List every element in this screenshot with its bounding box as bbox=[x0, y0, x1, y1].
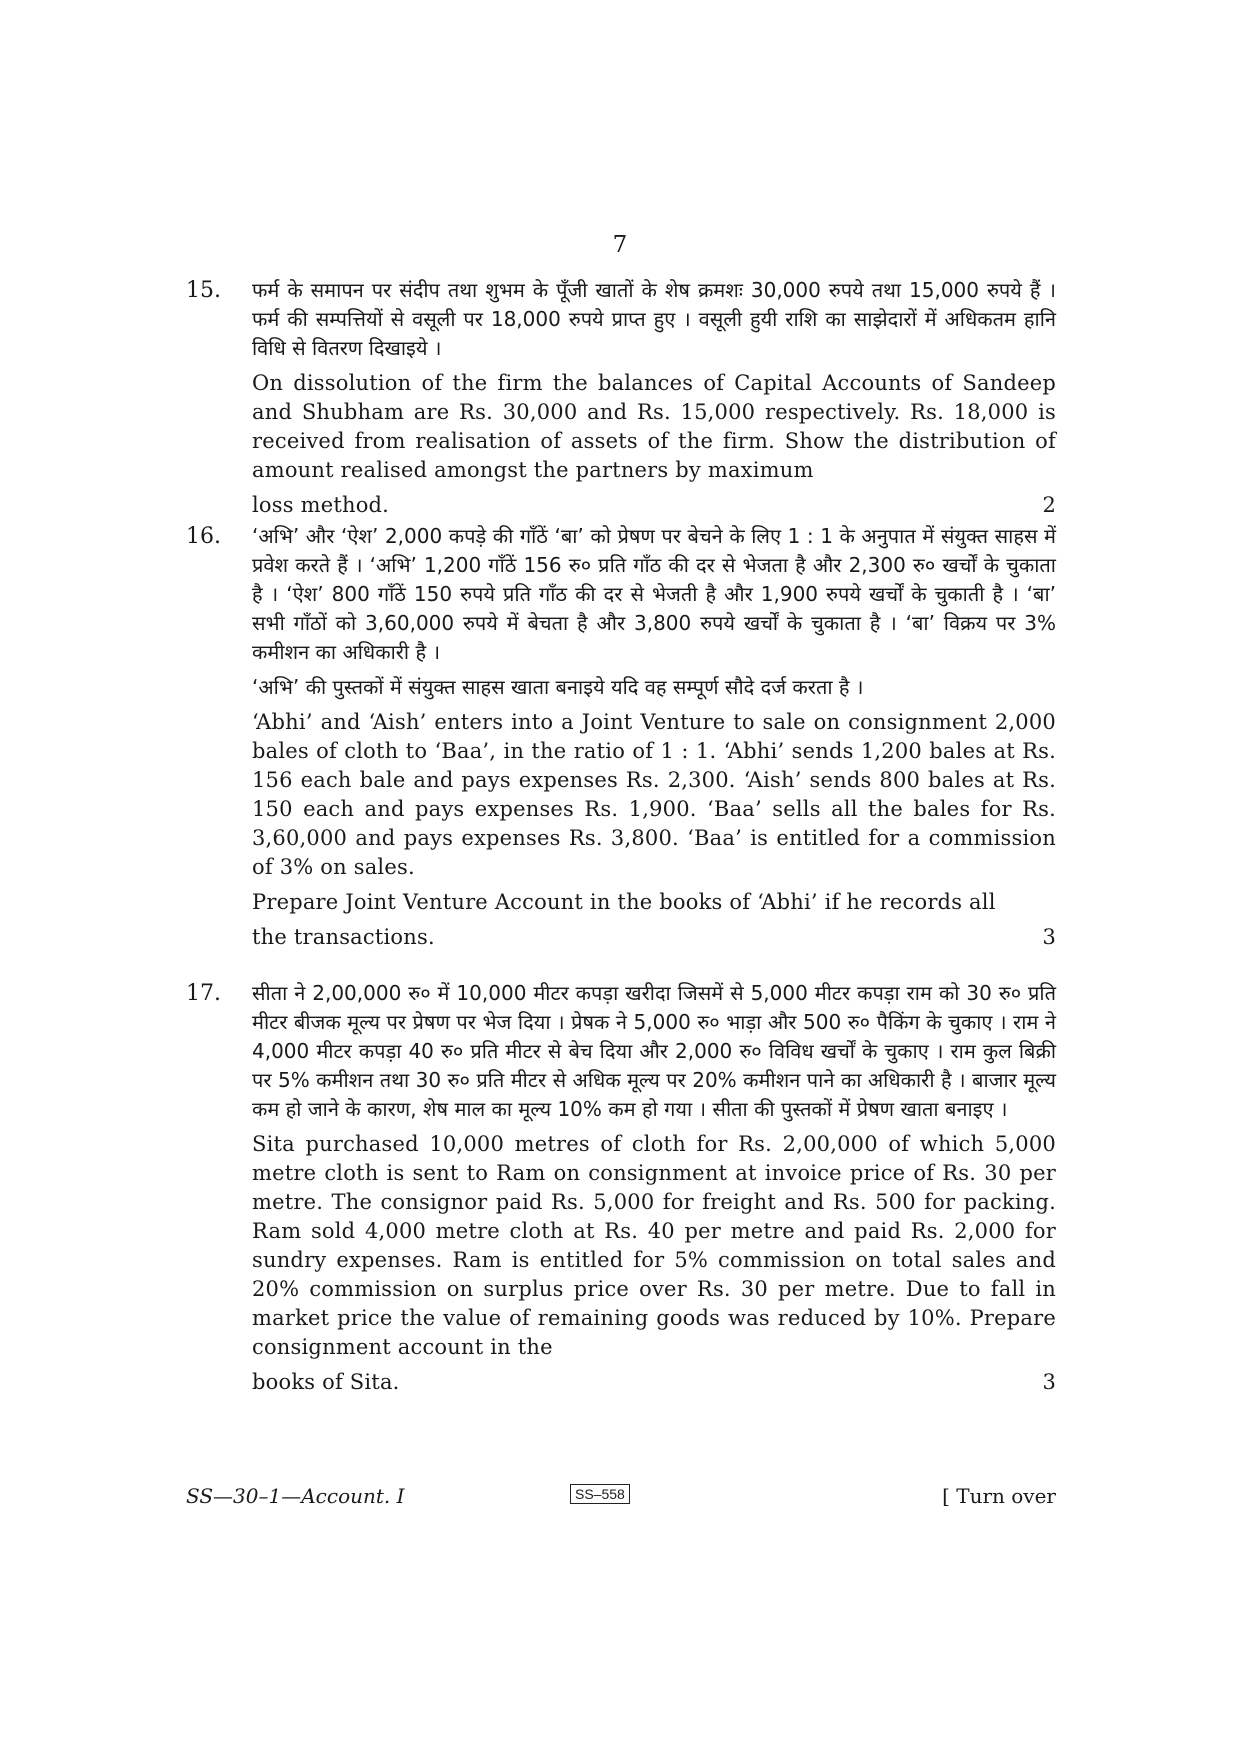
question-hindi-text: सीता ने 2,00,000 रु० में 10,000 मीटर कपड़ा खरीदा जिसमें से 5,000 मीटर कपड़ा राम को 30 रु० प्रति मीटर बीजक मूल्य पर प्रेषण पर भेज दिया । प्रेषक ने 5,000 रु० भाड़ा और 500 रु० पैकिंग के चुकाए । राम ने 4,000 मीटर कपड़ा 40 रु० प्रति मीटर से बेच दिया और 2,000 रु० विविध खर्चों के चुकाए । राम कुल बिक्री पर 5% कमीशन तथा 30 रु० प्रति मीटर से अधिक मूल्य पर 20% कमीशन पाने का अधिकारी है । बाजार मूल्य कम हो जाने के कारण, शेष माल का मूल्य 10% कम हो गया । सीता की पुस्तकों में प्रेषण खाता बनाइए । bbox=[252, 981, 1056, 1121]
question-hindi-text: फर्म के समापन पर संदीप तथा शुभम के पूँजी खातों के शेष क्रमशः 30,000 रुपये तथा 15,000 रुपये हैं । फर्म की सम्पत्तियों से वसूली पर 18,000 रुपये प्राप्त हुए । वसूली हुयी राशि का साझेदारों में अधिकतम हानि विधि से वितरण दिखाइये । bbox=[252, 278, 1056, 360]
question-number: 15. bbox=[186, 278, 221, 303]
question-last-line-text: loss method. bbox=[252, 493, 390, 517]
question-marks: 2 bbox=[1042, 493, 1056, 517]
question-english-text: ‘Abhi’ and ‘Aish’ enters into a Joint Venture to sale on consignment 2,000 bales of cloth to ‘Baa’, in the ratio of 1 : 1. ‘Abhi’ sends 1,200 bales at Rs. 156 each bale and pays expenses Rs. 2,300. ‘Aish’ sends 800 bales at Rs. 150 each and pays expenses Rs. 1,900. ‘Baa’ sells all the bales for Rs. 3,60,000 and pays expenses Rs. 3,800. ‘Baa’ is entitled for a commission of 3% on sales. bbox=[252, 710, 1056, 879]
set-code-box: SS–558 bbox=[570, 1484, 630, 1504]
question-number: 17. bbox=[186, 981, 221, 1006]
question-marks: 3 bbox=[1042, 925, 1056, 949]
question-english-text: Sita purchased 10,000 metres of cloth for Rs. 2,00,000 of which 5,000 metre cloth is sent to Ram on consignment at invoice price of Rs. 30 per metre. The consignor paid Rs. 5,000 for freight and Rs. 500 for packing. Ram sold 4,000 metre cloth at Rs. 40 per metre and paid Rs. 2,000 for sundry expenses. Ram is entitled for 5% commission on total sales and 20% commission on surplus price over Rs. 30 per metre. Due to fall in market price the value of remaining goods was reduced by 10%. Prepare consignment account in the bbox=[252, 1132, 1056, 1359]
page-number: 7 bbox=[612, 232, 628, 258]
question-last-line bbox=[252, 923, 1056, 952]
question-last-line bbox=[252, 1368, 1056, 1397]
paper-code: SS—30–1—Account. I bbox=[186, 1484, 405, 1508]
question-english-instruction: Prepare Joint Venture Account in the books of ‘Abhi’ if he records all bbox=[252, 890, 996, 914]
question-15 bbox=[186, 276, 1056, 520]
question-hindi-instruction: ‘अभि’ की पुस्तकों में संयुक्त साहस खाता बनाइये यदि वह सम्पूर्ण सौदे दर्ज करता है । bbox=[252, 675, 864, 699]
question-17 bbox=[186, 979, 1056, 1397]
turn-over-note: [ Turn over bbox=[942, 1484, 1056, 1508]
question-last-line bbox=[252, 491, 1056, 520]
question-hindi-text: ‘अभि’ और ‘ऐश’ 2,000 कपड़े की गाँठें ‘बा’ को प्रेषण पर बेचने के लिए 1 : 1 के अनुपात में संयुक्त साहस में प्रवेश करते हैं । ‘अभि’ 1,200 गाँठें 156 रु० प्रति गाँठ की दर से भेजता है और 2,300 रु० खर्चों के चुकाता है । ‘ऐश’ 800 गाँठें 150 रुपये प्रति गाँठ की दर से भेजती है और 1,900 रुपये खर्चों के चुकाती है । ‘बा’ सभी गाँठों को 3,60,000 रुपये में बेचता है और 3,800 रुपये खर्चों के चुकाता है । ‘बा’ विक्रय पर 3% कमीशन का अधिकारी है । bbox=[252, 524, 1056, 664]
question-last-line-text: books of Sita. bbox=[252, 1370, 400, 1394]
question-16 bbox=[186, 522, 1056, 952]
question-marks: 3 bbox=[1042, 1370, 1056, 1394]
question-number: 16. bbox=[186, 524, 221, 549]
question-last-line-text: the transactions. bbox=[252, 925, 435, 949]
question-english-text: On dissolution of the firm the balances of Capital Accounts of Sandeep and Shubham are Rs. 30,000 and Rs. 15,000 respectively. Rs. 18,000 is received from realisation of assets of the firm. Show the distribution of amount realised amongst the partners by maximum bbox=[252, 371, 1056, 482]
